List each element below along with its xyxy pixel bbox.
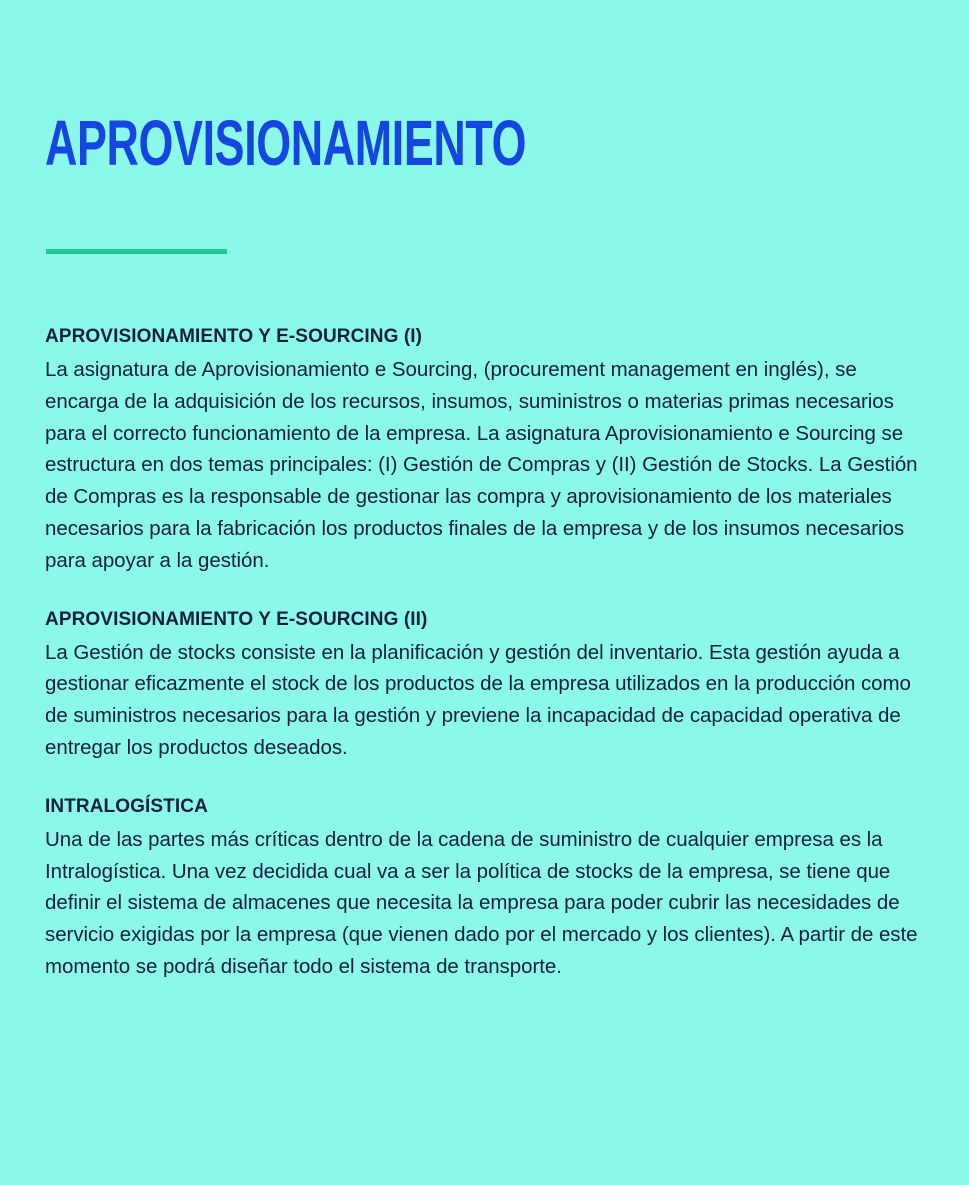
section-aprovisionamiento-ii [45, 607, 930, 764]
section-aprovisionamiento-i [45, 324, 930, 577]
section-paragraph: La Gestión de stocks consiste en la planificación y gestión del inventario. Esta gestión ayuda a gestionar eficazmente el stock de los productos de la empresa utilizados en la producción como de suministros necesarios para la gestión y previene la incapacidad de capacidad operativa de entregar los productos deseados. [45, 640, 911, 759]
page-title: APROVISIONAMIENTO [45, 107, 527, 179]
title-block [45, 108, 732, 178]
section-intralogistica [45, 794, 930, 983]
section-paragraph: La asignatura de Aprovisionamiento e Sourcing, (procurement management en inglés), se encarga de la adquisición de los recursos, insumos, suministros o materias primas necesarios para el correcto funcionamiento de la empresa. La asignatura Aprovisionamiento e Sourcing se estructura en dos temas principales: (I) Gestión de Compras y (II) Gestión de Stocks. La Gestión de Compras es la responsable de gestionar las compra y aprovisionamiento de los materiales necesarios para la fabricación los productos finales de la empresa y de los insumos necesarios para apoyar a la gestión. [45, 358, 918, 572]
section-paragraph: Una de las partes más críticas dentro de la cadena de suministro de cualquier empresa es la Intralogística. Una vez decidida cual va a ser la política de stocks de la empresa, se tiene que definir el sistema de almacenes que necesita la empresa para poder cubrir las necesidades de servicio exigidas por la empresa (que vienen dado por el mercado y los clientes). A partir de este momento se podrá diseñar todo el sistema de transporte. [45, 827, 918, 978]
title-divider [46, 249, 227, 254]
content-body [45, 324, 930, 983]
section-heading: APROVISIONAMIENTO Y E-SOURCING (I) [45, 326, 423, 347]
section-heading: APROVISIONAMIENTO Y E-SOURCING (II) [45, 608, 428, 630]
section-heading: INTRALOGÍSTICA [45, 795, 208, 817]
